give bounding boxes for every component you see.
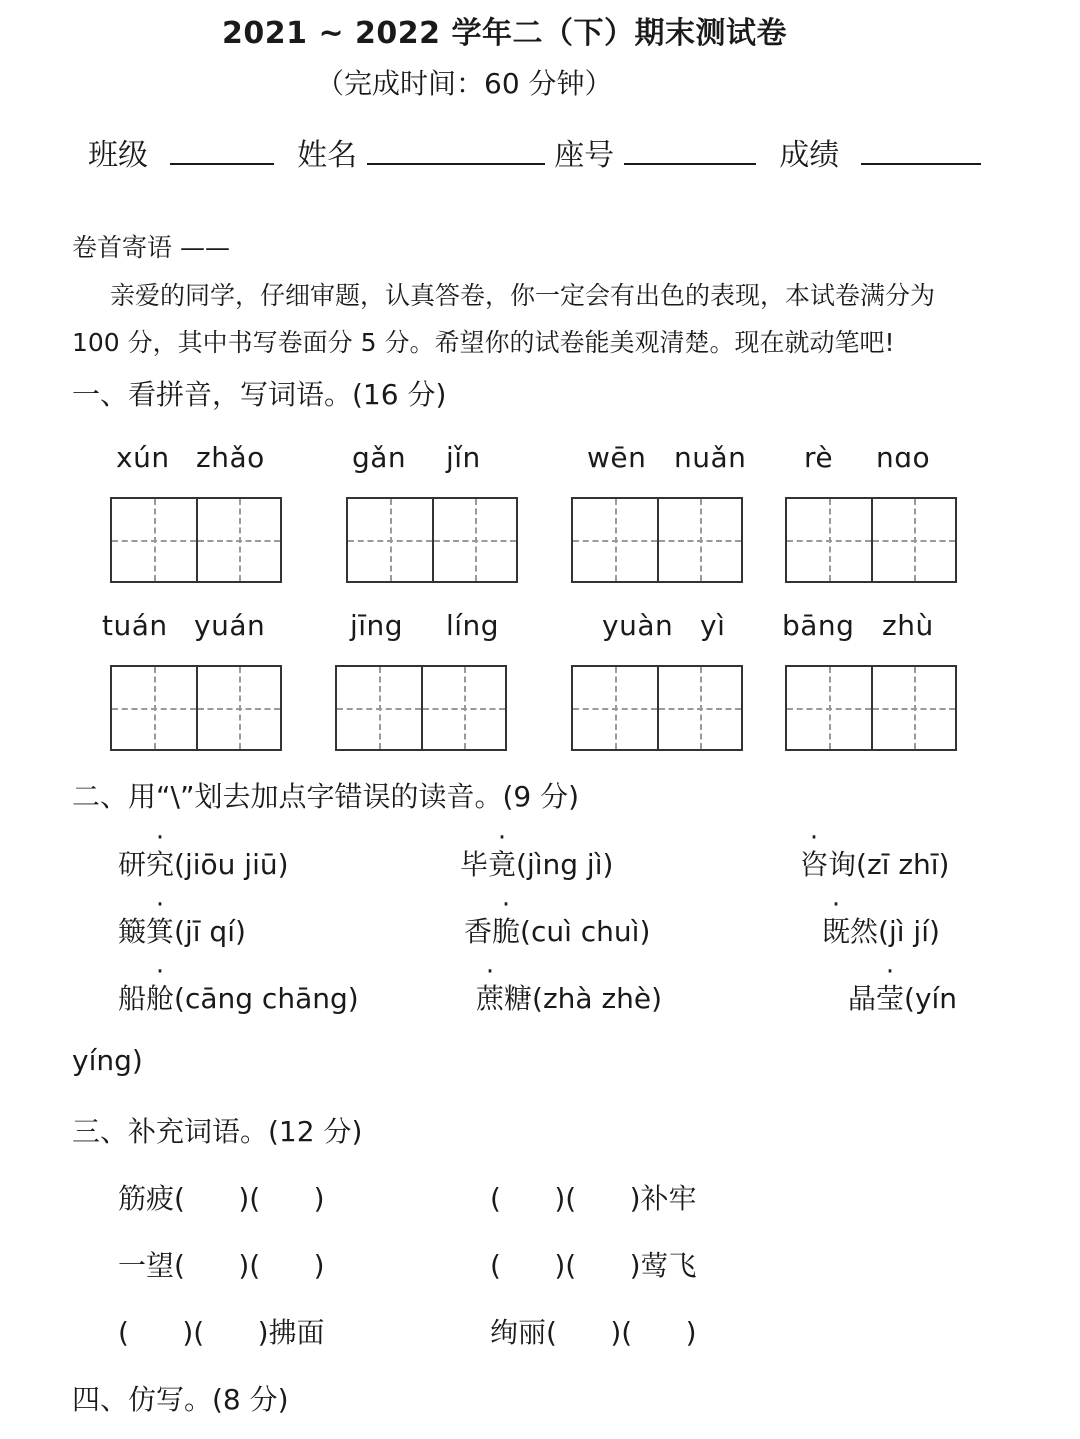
- section-4-title: 四、仿写。(8 分): [72, 1383, 289, 1416]
- info-row: [88, 130, 981, 174]
- grid-cell[interactable]: [112, 667, 196, 749]
- reading-item: 毕竟(jìng jì): [460, 848, 614, 881]
- writing-grid[interactable]: [571, 497, 743, 583]
- grid-cell[interactable]: [337, 667, 421, 749]
- pinyin: zhù: [882, 609, 934, 642]
- writing-grid[interactable]: [110, 665, 282, 751]
- pinyin: jīng: [350, 609, 404, 642]
- grid-cell[interactable]: [196, 667, 280, 749]
- idiom-item[interactable]: 筋疲( )( ): [118, 1182, 325, 1215]
- reading-item: 蔗糖(zhà zhè): [476, 982, 663, 1015]
- pinyin: nɑo: [876, 441, 931, 474]
- seat-field[interactable]: [624, 137, 756, 165]
- writing-grid[interactable]: [571, 665, 743, 751]
- grid-cell[interactable]: [421, 667, 505, 749]
- grid-cell[interactable]: [657, 667, 741, 749]
- grid-cell[interactable]: [787, 667, 871, 749]
- idiom-item[interactable]: ( )( )补牢: [490, 1182, 697, 1215]
- writing-grid[interactable]: [335, 665, 507, 751]
- reading-item: 香脆(cuì chuì): [464, 915, 651, 948]
- idiom-item[interactable]: 绚丽( )( ): [490, 1316, 697, 1349]
- grid-cell[interactable]: [432, 499, 516, 581]
- grid-cell[interactable]: [348, 499, 432, 581]
- idiom-item[interactable]: 一望( )( ): [118, 1249, 325, 1282]
- pinyin: zhǎo: [196, 441, 265, 474]
- reading-item: 船舱(cāng chāng): [118, 982, 359, 1015]
- grid-cell[interactable]: [573, 499, 657, 581]
- score-label: 成绩: [779, 138, 840, 173]
- pinyin: rè: [804, 441, 834, 474]
- pinyin: yì: [700, 609, 726, 642]
- writing-grid[interactable]: [346, 497, 518, 583]
- grid-cell[interactable]: [871, 667, 955, 749]
- reading-item: 既然(jì jí): [822, 915, 940, 948]
- writing-grid[interactable]: [785, 497, 957, 583]
- writing-grid[interactable]: [785, 665, 957, 751]
- intro-line-2: 100 分，其中书写卷面分 5 分。希望你的试卷能美观清楚。现在就动笔吧!: [72, 328, 895, 357]
- pinyin: bāng: [782, 609, 855, 642]
- reading-item: 咨询(zī zhī): [800, 848, 950, 881]
- pinyin: jǐn: [446, 441, 481, 474]
- reading-item: 研究(jiōu jiū): [118, 848, 289, 881]
- reading-item-wrap: yíng): [72, 1044, 143, 1077]
- intro-line-1: 亲爱的同学，仔细审题，认真答卷，你一定会有出色的表现，本试卷满分为: [110, 281, 936, 310]
- pinyin: nuǎn: [674, 441, 747, 474]
- writing-grid[interactable]: [110, 497, 282, 583]
- intro-heading: 卷首寄语 ——: [72, 233, 230, 262]
- grid-cell[interactable]: [657, 499, 741, 581]
- grid-cell[interactable]: [112, 499, 196, 581]
- idiom-item[interactable]: ( )( )莺飞: [490, 1249, 697, 1282]
- class-label: 班级: [88, 138, 148, 173]
- pinyin: wēn: [587, 441, 647, 474]
- class-field[interactable]: [170, 137, 274, 165]
- reading-item: 簸箕(jī qí): [118, 915, 246, 948]
- section-2-title: 二、用“\”划去加点字错误的读音。(9 分): [72, 780, 580, 813]
- exam-time: （完成时间：60 分钟）: [316, 67, 613, 100]
- pinyin: yuán: [194, 609, 266, 642]
- idiom-item[interactable]: ( )( )拂面: [118, 1316, 325, 1349]
- section-3-title: 三、补充词语。(12 分): [72, 1115, 363, 1148]
- pinyin: gǎn: [352, 441, 407, 474]
- pinyin: líng: [446, 609, 500, 642]
- name-field[interactable]: [367, 137, 545, 165]
- exam-title: 2021 ~ 2022 学年二（下）期末测试卷: [222, 16, 787, 51]
- section-1-title: 一、看拼音，写词语。(16 分): [72, 378, 447, 411]
- score-field[interactable]: [861, 137, 981, 165]
- pinyin: yuàn: [602, 609, 674, 642]
- pinyin: xún: [116, 441, 170, 474]
- grid-cell[interactable]: [871, 499, 955, 581]
- reading-item: 晶莹(yín: [848, 982, 958, 1015]
- grid-cell[interactable]: [787, 499, 871, 581]
- pinyin: tuán: [102, 609, 168, 642]
- grid-cell[interactable]: [196, 499, 280, 581]
- seat-label: 座号: [554, 138, 615, 173]
- grid-cell[interactable]: [573, 667, 657, 749]
- name-label: 姓名: [297, 138, 358, 173]
